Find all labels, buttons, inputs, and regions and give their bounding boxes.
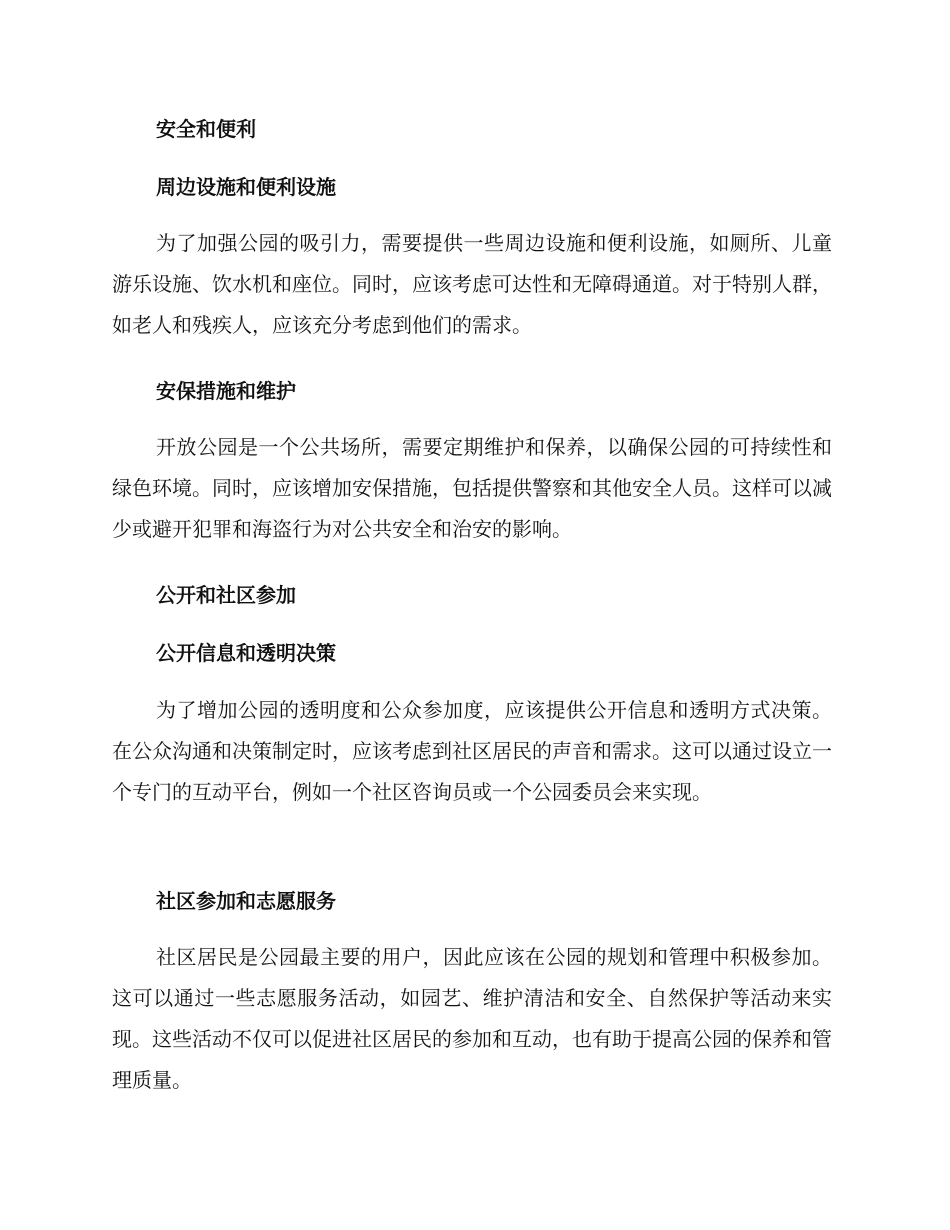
subsection-heading-transparency: 公开信息和透明决策 — [156, 641, 336, 665]
subsection-heading-facilities: 周边设施和便利设施 — [156, 175, 336, 199]
subsection-heading-security-maintenance: 安保措施和维护 — [156, 379, 296, 403]
paragraph-facilities: 为了加强公园的吸引力，需要提供一些周边设施和便利设施，如厕所、儿童游乐设施、饮水机和座位。同时，应该考虑可达性和无障碍通道。对于特别人群，如老人和残疾人，应该充分考虑到他们的需求。 — [112, 231, 832, 337]
section-heading-public-community: 公开和社区参加 — [156, 583, 296, 607]
paragraph-security-maintenance: 开放公园是一个公共场所，需要定期维护和保养，以确保公园的可持续性和绿色环境。同时，应该增加安保措施，包括提供警察和其他安全人员。这样可以减少或避开犯罪和海盗行为对公共安全和治安的影响。 — [112, 435, 832, 541]
paragraph-transparency: 为了增加公园的透明度和公众参加度，应该提供公开信息和透明方式决策。在公众沟通和决策制定时，应该考虑到社区居民的声音和需求。这可以通过设立一个专门的互动平台，例如一个社区咨询员或一个公园委员会来实现。 — [112, 698, 832, 804]
section-heading-safety-convenience: 安全和便利 — [156, 117, 256, 141]
subsection-heading-volunteer: 社区参加和志愿服务 — [156, 889, 336, 913]
paragraph-volunteer: 社区居民是公园最主要的用户，因此应该在公园的规划和管理中积极参加。这可以通过一些志愿服务活动，如园艺、维护清洁和安全、自然保护等活动来实现。这些活动不仅可以促进社区居民的参加和互动，也有助于提高公园的保养和管理质量。 — [112, 945, 832, 1092]
